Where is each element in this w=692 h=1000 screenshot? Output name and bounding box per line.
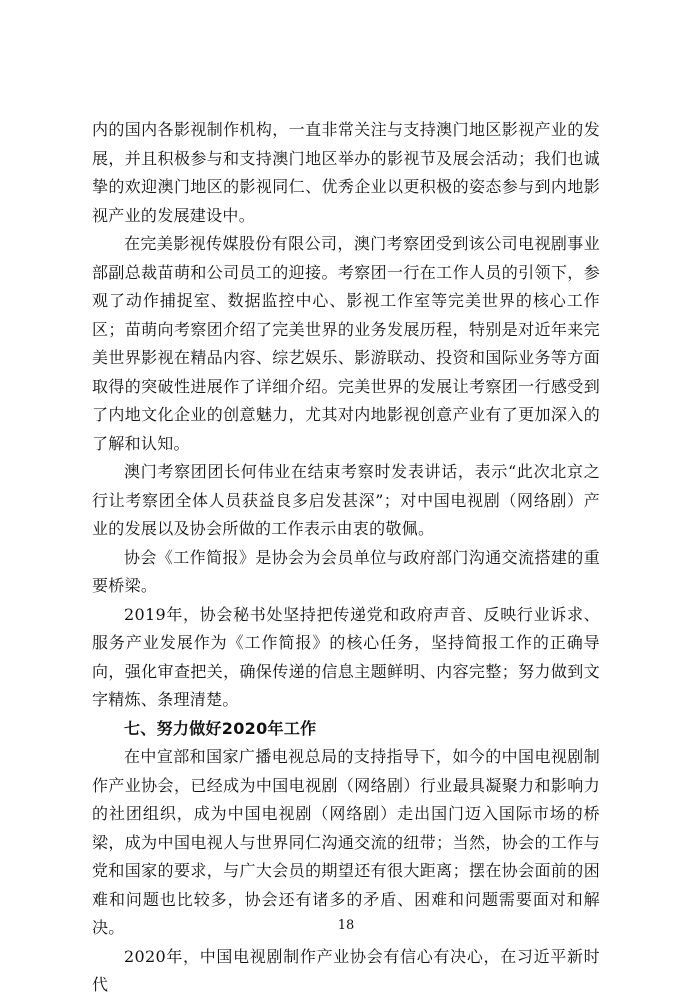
page-number: 18 bbox=[337, 918, 355, 933]
section-heading: 七、努力做好2020年工作 bbox=[124, 718, 317, 738]
paragraph-2019-bulletin: 2019年，协会秘书处坚持把传递党和政府声音、反映行业诉求、服务产业发展作为《工作简报》的核心任务，坚持简报工作的正确导向，强化审查把关，确保传递的信息主题鲜明、内容完整；努力做到文字精炼、条理清楚。 bbox=[92, 604, 600, 709]
paragraph-association-status: 在中宣部和国家广播电视总局的支持指导下，如今的中国电视剧制作产业协会，已经成为中国电视剧（网络剧）行业最具凝聚力和影响力的社团组织，成为中国电视剧（网络剧）走出国门迈入国际市场的桥梁，成为中国电视人与世界同仁沟通交流的纽带；当然，协会的工作与党和国家的要求，与广大会员的期望还有很大距离；摆在协会面前的困难和问题也比较多，协会还有诸多的矛盾、困难和问题需要面对和解决。 bbox=[92, 747, 600, 937]
document-body bbox=[92, 116, 600, 1000]
paragraph-delegation-speech: 澳门考察团团长何伟业在结束考察时发表讲话，表示“此次北京之行让考察团全体人员获益良多启发甚深”；对中国电视剧（网络剧）产业的发展以及协会所做的工作表示由衷的敬佩。 bbox=[92, 462, 600, 538]
paragraph-2020-outlook: 2020年，中国电视剧制作产业协会有信心有决心，在习近平新时代 bbox=[92, 946, 600, 994]
paragraph-work-bulletin: 协会《工作简报》是协会为会员单位与政府部门沟通交流搭建的重要桥梁。 bbox=[92, 547, 600, 595]
paragraph-continuation: 内的国内各影视制作机构，一直非常关注与支持澳门地区影视产业的发展，并且积极参与和支持澳门地区举办的影视节及展会活动；我们也诚挚的欢迎澳门地区的影视同仁、优秀企业以更积极的姿态参与到内地影视产业的发展建设中。 bbox=[92, 120, 600, 225]
paragraph-perfect-world-visit: 在完美影视传媒股份有限公司，澳门考察团受到该公司电视剧事业部副总裁苗萌和公司员工的迎接。考察团一行在工作人员的引领下，参观了动作捕捉室、数据监控中心、影视工作室等完美世界的核心工作区；苗萌向考察团介绍了完美世界的业务发展历程，特别是对近年来完美世界影视在精品内容、综艺娱乐、影游联动、投资和国际业务等方面取得的突破性进展作了详细介绍。完美世界的发展让考察团一行感受到了内地文化企业的创意魅力，尤其对内地影视创意产业有了更加深入的了解和认知。 bbox=[92, 234, 600, 453]
